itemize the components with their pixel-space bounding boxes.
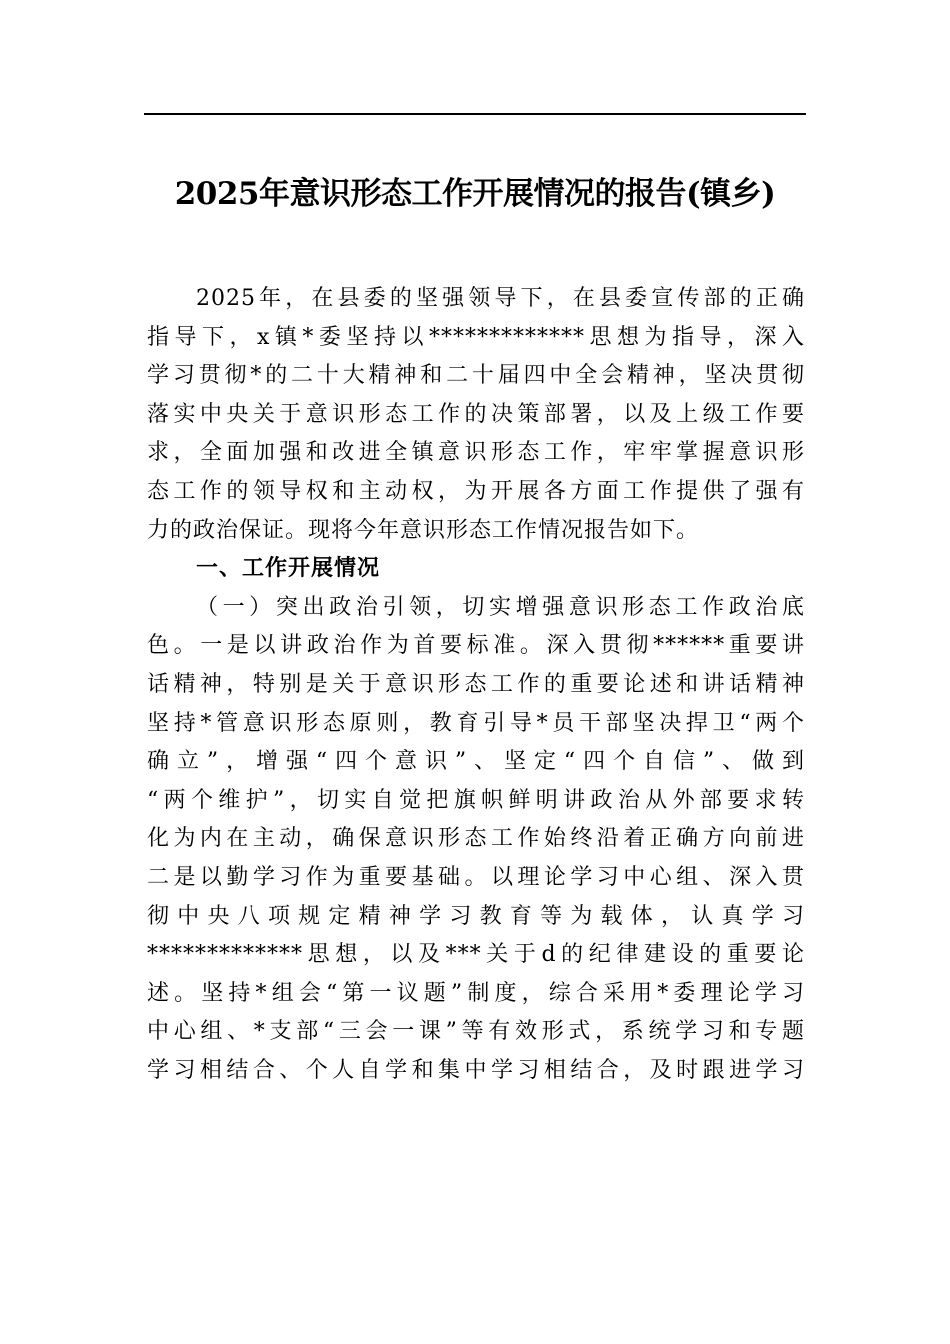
paragraph-line: 落实中央关于意识形态工作的决策部署，以及上级工作要 xyxy=(147,401,805,427)
paragraph-line: 指导下，x镇*委坚持以*************思想为指导，深入 xyxy=(147,324,805,350)
paragraph-line: 力的政治保证。现将今年意识形态工作情况报告如下。 xyxy=(147,517,700,543)
paragraph-line: 彻中央八项规定精神学习教育等为载体，认真学习 xyxy=(147,903,805,929)
paragraph-line: 中心组、*支部“三会一课”等有效形式，系统学习和专题 xyxy=(147,1019,805,1045)
document-body xyxy=(147,280,805,1090)
paragraph-line: *************思想，以及***关于d的纪律建设的重要论 xyxy=(147,942,805,968)
paragraph-line: 二是以勤学习作为重要基础。以理论学习中心组、深入贯 xyxy=(147,864,805,890)
paragraph-line: 述。坚持*组会“第一议题”制度，综合采用*委理论学习 xyxy=(147,980,805,1006)
paragraph-line: 学习贯彻*的二十大精神和二十届四中全会精神，坚决贯彻 xyxy=(147,363,805,389)
paragraph-line: 2025年，在县委的坚强领导下，在县委宣传部的正确 xyxy=(196,286,805,311)
paragraph-line: 求，全面加强和改进全镇意识形态工作，牢牢掌握意识形 xyxy=(147,440,805,466)
paragraph-line: 话精神，特别是关于意识形态工作的重要论述和讲话精神 xyxy=(147,671,805,697)
paragraph-line: 化为内在主动，确保意识形态工作始终沿着正确方向前进 xyxy=(147,826,805,852)
section-heading: 一、工作开展情况 xyxy=(196,556,381,582)
header-rule xyxy=(144,113,806,115)
paragraph-line: 坚持*管意识形态原则，教育引导*员干部坚决捍卫“两个 xyxy=(147,710,805,736)
document-title: 2025年意识形态工作开展情况的报告(镇乡) xyxy=(174,176,776,212)
paragraph-line: 态工作的领导权和主动权，为开展各方面工作提供了强有 xyxy=(147,478,805,504)
paragraph-line: “两个维护”，切实自觉把旗帜鲜明讲政治从外部要求转 xyxy=(147,787,805,813)
paragraph-line: 确立”，增强“四个意识”、坚定“四个自信”、做到 xyxy=(147,749,805,775)
paragraph-line: （一）突出政治引领，切实增强意识形态工作政治底 xyxy=(196,594,805,620)
paragraph-line: 色。一是以讲政治作为首要标准。深入贯彻******重要讲 xyxy=(147,633,805,659)
paragraph-line: 学习相结合、个人自学和集中学习相结合，及时跟进学习 xyxy=(147,1057,805,1083)
